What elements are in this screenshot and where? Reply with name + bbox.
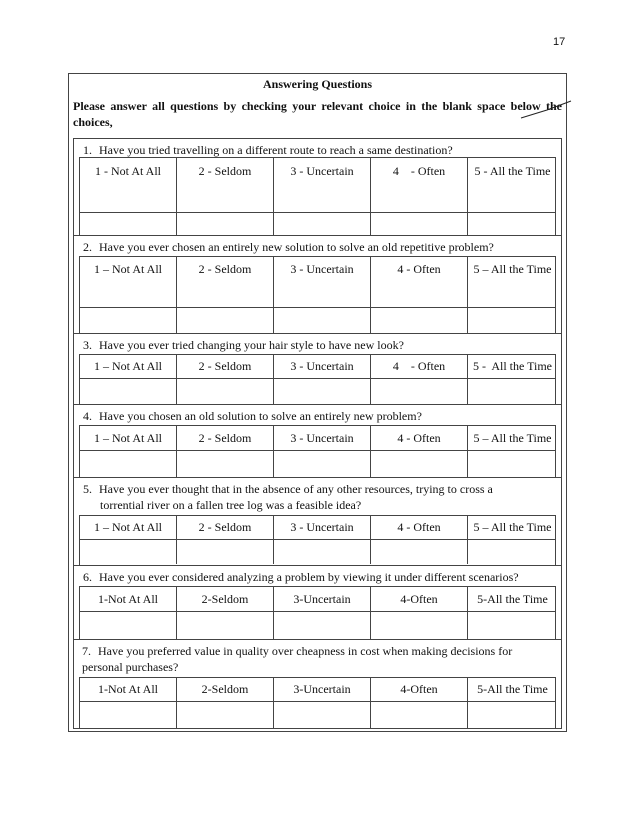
questionnaire-header: [73, 76, 562, 130]
answer-space-5[interactable]: [468, 612, 557, 639]
answer-space-5[interactable]: [468, 540, 557, 564]
choice-label: 3 - Uncertain: [274, 516, 371, 539]
answer-space-3[interactable]: [274, 213, 371, 236]
answer-space-3[interactable]: [274, 451, 371, 477]
questions-table: [73, 138, 562, 729]
question-1: [74, 139, 561, 236]
answer-space-2[interactable]: [177, 213, 274, 236]
answer-space-1[interactable]: [80, 702, 177, 728]
question-text: 6. Have you ever considered analyzing a problem by viewing it under different scenarios?: [83, 570, 519, 584]
choice-label: 4 - Often: [371, 355, 468, 378]
answer-space-4[interactable]: [371, 379, 468, 404]
choice-label: 5 – All the Time: [473, 262, 552, 276]
answer-space-5[interactable]: [468, 213, 557, 236]
answer-space-2[interactable]: [177, 308, 274, 333]
choice-label: 2 - Seldom: [177, 516, 274, 539]
choice-label: 1 – Not At All: [80, 516, 177, 539]
choice-label: 4 - Often: [371, 516, 468, 539]
answer-space-3[interactable]: [274, 612, 371, 639]
choice-label: 3-Uncertain: [274, 587, 371, 611]
answer-space-4[interactable]: [371, 702, 468, 728]
choice-label: 1-Not At All: [80, 587, 177, 611]
question-7: [74, 640, 561, 728]
choice-label: 2-Seldom: [177, 587, 274, 611]
choice-label: 5 – All the Time: [473, 520, 552, 534]
answer-space-3[interactable]: [274, 540, 371, 564]
question-3: [74, 334, 561, 405]
question-text: 7. Have you preferred value in quality over cheapness in cost when making decisions for personal purchases?: [82, 644, 513, 674]
answer-grid: [79, 256, 556, 333]
question-text: 4. Have you chosen an old solution to solve an entirely new problem?: [83, 409, 422, 423]
choice-label: 5-All the Time: [477, 591, 548, 606]
choice-label: 4 - Often: [371, 257, 468, 307]
choice-label: 2 - Seldom: [177, 426, 274, 450]
instructions-line-1: Please answer all questions by checking your relevant choice in the blank space below the: [73, 99, 562, 113]
answer-space-2[interactable]: [177, 702, 274, 728]
choice-label: 2 - Seldom: [177, 257, 274, 307]
answer-space-3[interactable]: [274, 308, 371, 333]
section-title: Answering Questions: [262, 77, 372, 91]
choice-label: 2-Seldom: [177, 678, 274, 701]
choice-label: 5 – All the Time: [473, 430, 552, 445]
page-number: 17: [553, 36, 566, 48]
pen-strike-mark: [519, 98, 573, 120]
choice-label: 1 – Not At All: [80, 355, 177, 378]
choice-label: 3 - Uncertain: [274, 355, 371, 378]
answer-grid: [79, 157, 556, 235]
answer-space-4[interactable]: [371, 612, 468, 639]
answer-space-2[interactable]: [177, 540, 274, 564]
question-2: [74, 236, 561, 334]
answer-space-2[interactable]: [177, 379, 274, 404]
instructions-line-2: choices,: [73, 115, 113, 129]
choice-label: 3 - Uncertain: [274, 158, 371, 212]
choice-label: 3 - Uncertain: [274, 426, 371, 450]
choice-label: 3-Uncertain: [274, 678, 371, 701]
answer-space-4[interactable]: [371, 540, 468, 564]
choice-label: 1 - Not At All: [80, 158, 177, 212]
answer-space-1[interactable]: [80, 308, 177, 333]
question-text: 2. Have you ever chosen an entirely new solution to solve an old repetitive problem?: [83, 240, 494, 254]
choice-label: 1 – Not At All: [80, 257, 177, 307]
answer-space-2[interactable]: [177, 612, 274, 639]
answer-grid: [79, 515, 556, 565]
choice-label: 5 - All the Time: [472, 359, 552, 373]
answer-space-1[interactable]: [80, 612, 177, 639]
answer-space-5[interactable]: [468, 379, 557, 404]
questionnaire-box: [68, 73, 567, 732]
choice-label: 5 - All the Time: [474, 164, 551, 178]
answer-space-4[interactable]: [371, 451, 468, 477]
question-5: [74, 478, 561, 566]
answer-space-4[interactable]: [371, 308, 468, 333]
answer-space-4[interactable]: [371, 213, 468, 236]
answer-space-1[interactable]: [80, 451, 177, 477]
question-text: 3. Have you ever tried changing your hair style to have new look?: [83, 338, 404, 352]
choice-label: 5-All the Time: [477, 682, 548, 696]
answer-space-2[interactable]: [177, 451, 274, 477]
answer-grid: [79, 425, 556, 477]
answer-space-5[interactable]: [468, 308, 557, 333]
choice-label: 1 – Not At All: [80, 426, 177, 450]
choice-label: 4 - Often: [371, 426, 468, 450]
choice-label: 4 - Often: [371, 158, 468, 212]
choice-label: 1-Not At All: [80, 678, 177, 701]
answer-space-5[interactable]: [468, 702, 557, 728]
answer-grid: [79, 677, 556, 728]
answer-space-3[interactable]: [274, 379, 371, 404]
choice-label: 4-Often: [371, 678, 468, 701]
question-text: 5. Have you ever thought that in the absence of any other resources, trying to cross a torrential river on a fallen tree log was a feasible idea?: [83, 482, 493, 512]
choice-label: 2 - Seldom: [177, 355, 274, 378]
answer-space-1[interactable]: [80, 213, 177, 236]
answer-grid: [79, 354, 556, 404]
question-text: 1. Have you tried travelling on a different route to reach a same destination?: [83, 143, 453, 157]
choice-label: 4-Often: [371, 587, 468, 611]
choice-label: 3 - Uncertain: [274, 257, 371, 307]
question-4: [74, 405, 561, 478]
answer-space-1[interactable]: [80, 540, 177, 564]
answer-space-5[interactable]: [468, 451, 557, 477]
answer-space-3[interactable]: [274, 702, 371, 728]
question-6: [74, 566, 561, 640]
choice-label: 2 - Seldom: [177, 158, 274, 212]
answer-space-1[interactable]: [80, 379, 177, 404]
answer-grid: [79, 586, 556, 639]
